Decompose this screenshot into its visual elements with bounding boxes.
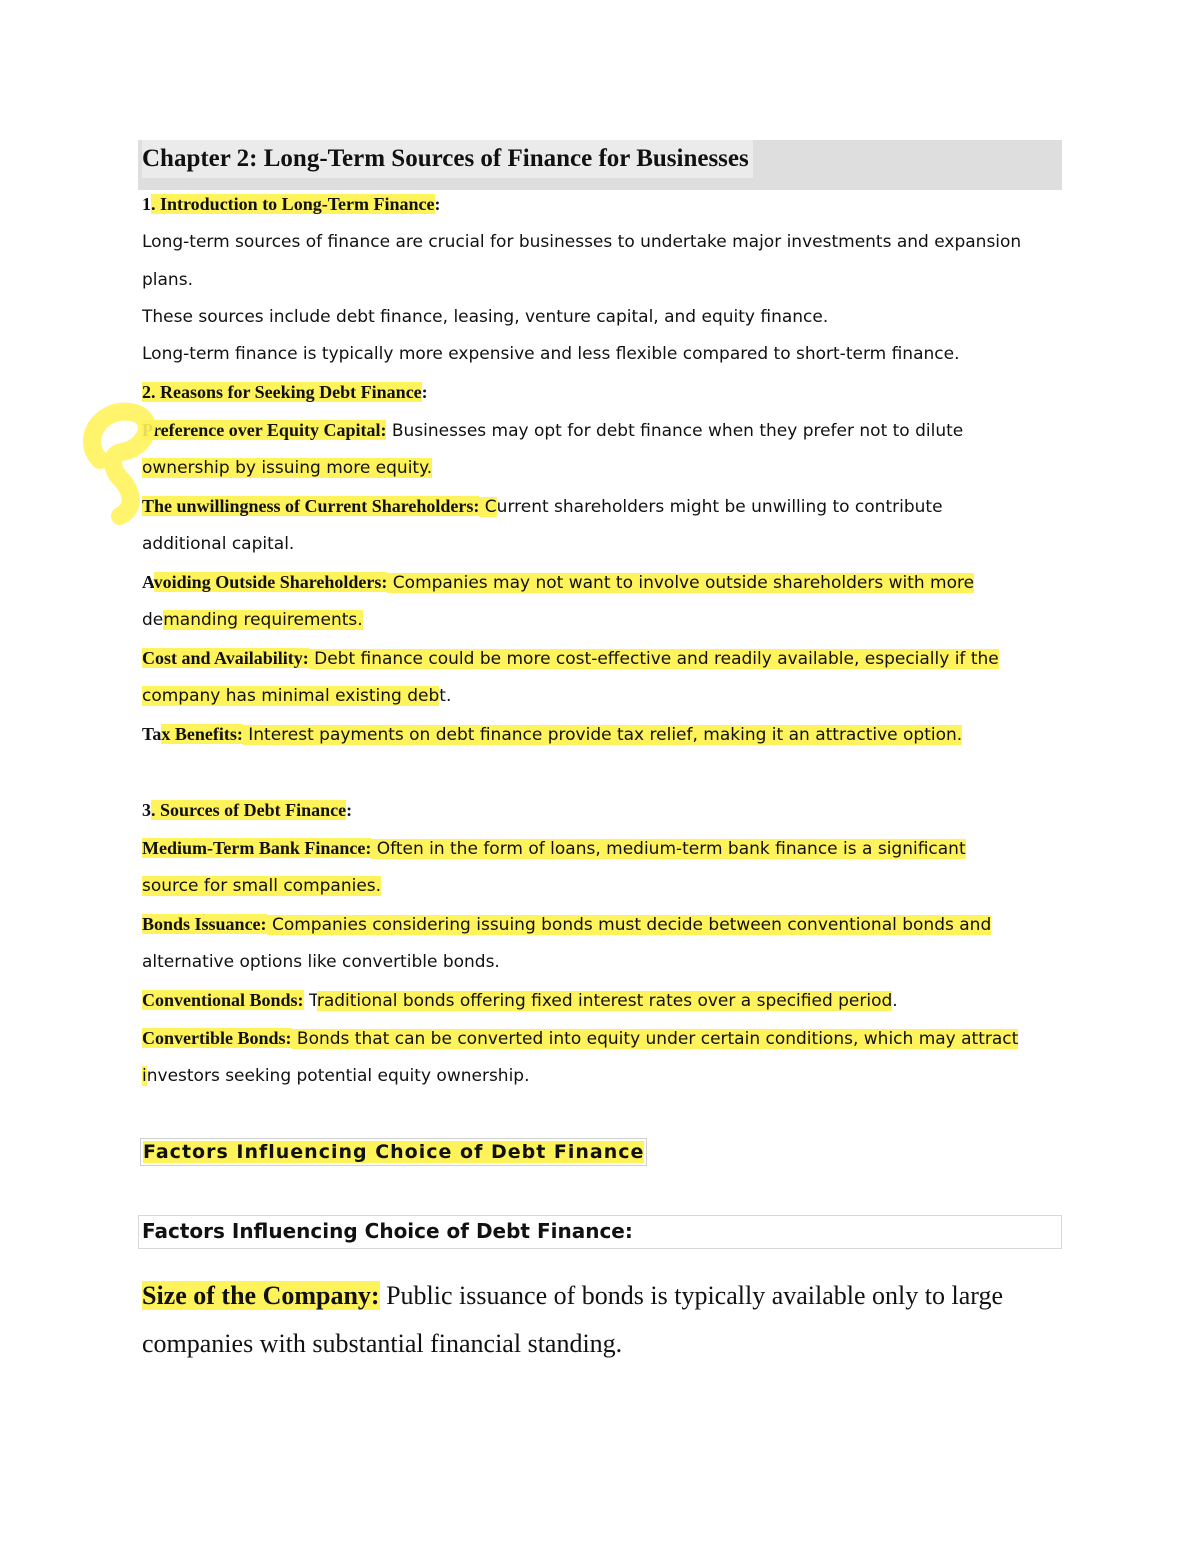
page-title: Chapter 2: Long-Term Sources of Finance for Businesses [142, 140, 753, 178]
factors-heading-boxed: Factors Influencing Choice of Debt Finance: [138, 1215, 1062, 1249]
intro-line-3: These sources include debt finance, leasing, venture capital, and equity finance. [142, 307, 829, 327]
reason-cost-cont: company has minimal existing debt. [142, 686, 452, 706]
source-medium-term: Medium-Term Bank Finance: Often in the form of loans, medium-term bank finance is a significant [142, 838, 966, 859]
source-convertible: Convertible Bonds: Bonds that can be converted into equity under certain conditions, which may attract [142, 1028, 1019, 1049]
source-bonds: Bonds Issuance: Companies considering issuing bonds must decide between conventional bonds and [142, 914, 992, 935]
reason-preference-cont: ownership by issuing more equity. [142, 458, 433, 478]
source-medium-term-cont: source for small companies. [142, 876, 382, 896]
reason-unwillingness-cont: additional capital. [142, 534, 295, 554]
factors-heading-highlighted: Factors Influencing Choice of Debt Finance [140, 1138, 647, 1166]
section-3-heading: 3. Sources of Debt Finance: [142, 800, 353, 820]
intro-line-4: Long-term finance is typically more expensive and less flexible compared to short-term finance. [142, 344, 960, 364]
intro-line-1: Long-term sources of finance are crucial for businesses to undertake major investments and expansion [142, 232, 1022, 252]
intro-line-2: plans. [142, 270, 193, 290]
source-bonds-cont: alternative options like convertible bonds. [142, 952, 500, 972]
reason-tax: Tax Benefits: Interest payments on debt finance provide tax relief, making it an attractive option. [142, 724, 963, 745]
reason-preference: Preference over Equity Capital: Businesses may opt for debt finance when they prefer not to dilute [142, 420, 964, 441]
reason-cost: Cost and Availability: Debt finance could be more cost-effective and readily available, especially if the [142, 648, 999, 669]
size-of-company: Size of the Company: Public issuance of bonds is typically available only to large [142, 1281, 1003, 1310]
source-convertible-cont: investors seeking potential equity ownership. [142, 1066, 530, 1086]
section-2-heading: 2. Reasons for Seeking Debt Finance: [142, 382, 428, 402]
highlighter-doodle-icon [60, 400, 170, 530]
section-1-heading: 1. Introduction to Long-Term Finance: [142, 194, 441, 214]
reason-avoiding-cont: demanding requirements. [142, 610, 363, 630]
size-of-company-cont: companies with substantial financial standing. [142, 1329, 623, 1358]
reason-avoiding: Avoiding Outside Shareholders: Companies may not want to involve outside shareholders with more [142, 572, 975, 593]
reason-unwillingness: The unwillingness of Current Shareholders: Current shareholders might be unwilling to contribute [142, 496, 943, 517]
source-conventional: Conventional Bonds: Traditional bonds offering fixed interest rates over a specified period. [142, 990, 898, 1011]
